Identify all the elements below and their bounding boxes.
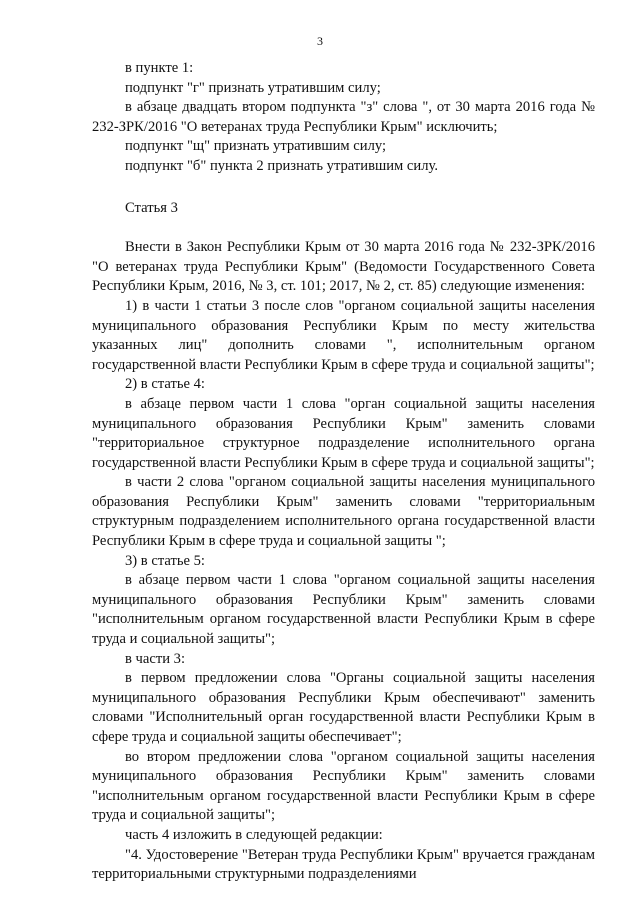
article-heading: Статья 3 xyxy=(125,199,178,216)
paragraph: 3) в статье 5: xyxy=(125,552,205,569)
paragraph: 2) в статье 4: xyxy=(125,376,205,393)
paragraph: часть 4 изложить в следующей редакции: xyxy=(125,826,383,843)
paragraph: Внести в Закон Республики Крым от 30 марта 2016 года № 232-ЗРК/2016 "О ветеранах труда Республики Крым" (Ведомости Государственного Совета Республики Крым, 2016, № 3, ст. 101; 2017, № 2, ст. 85) следующие изменения: xyxy=(92,239,595,295)
paragraph: подпункт "г" признать утратившим силу; xyxy=(125,79,381,96)
paragraph: в абзаце первом части 1 слова "органом социальной защиты населения муниципального образования Республики Крым" заменить словами "исполнительным органом государственной власти Республики Крым в сфере труда и социальной защиты"; xyxy=(92,572,595,648)
spacer xyxy=(92,177,595,199)
page-number: 3 xyxy=(317,34,323,48)
paragraph: в части 3: xyxy=(125,650,186,667)
paragraph: в части 2 слова "органом социальной защиты населения муниципального образования Республики Крым" заменить словами "территориальным структурным подразделением исполнительного органа государственной власти Республики Крым в сфере труда и социальной защиты "; xyxy=(92,474,595,550)
paragraph: в первом предложении слова "Органы социальной защиты населения муниципального образования Республики Крым обеспечивают" заменить словами "Исполнительный орган государственной власти Республики Крым в сфере труда и социальной защиты обеспечивает"; xyxy=(92,670,595,745)
paragraph: подпункт "щ" признать утратившим силу; xyxy=(125,138,387,155)
spacer xyxy=(92,218,595,238)
paragraph: во втором предложении слова "органом социальной защиты населения муниципального образования Республики Крым" заменить словами "исполнительным органом государственной власти Республики Крым в сфере труда и социальной защиты"; xyxy=(92,748,595,824)
paragraph: подпункт "б" пункта 2 признать утратившим силу. xyxy=(125,157,438,174)
paragraph: "4. Удостоверение "Ветеран труда Республики Крым" вручается гражданам территориальными структурными подразделениями xyxy=(92,846,595,883)
paragraph: в абзаце двадцать втором подпункта "з" слова ", от 30 марта 2016 года № 232-ЗРК/2016 "О ветеранах труда Республики Крым" исключить; xyxy=(92,99,595,135)
paragraph: в абзаце первом части 1 слова "орган социальной защиты населения муниципального образования Республики Крым" заменить словами "территориальное структурное подразделение исполнительного органа государственной власти Республики Крым в сфере труда и социальной защиты"; xyxy=(92,395,595,471)
document-body xyxy=(92,59,595,885)
paragraph: в пункте 1: xyxy=(125,60,194,76)
paragraph: 1) в части 1 статьи 3 после слов "органом социальной защиты населения муниципального образования Республики Крым по месту жительства указанных лиц" дополнить словами ", исполнительным органом государственной власти Республики Крым в сфере труда и социальной защиты"; xyxy=(92,297,595,373)
